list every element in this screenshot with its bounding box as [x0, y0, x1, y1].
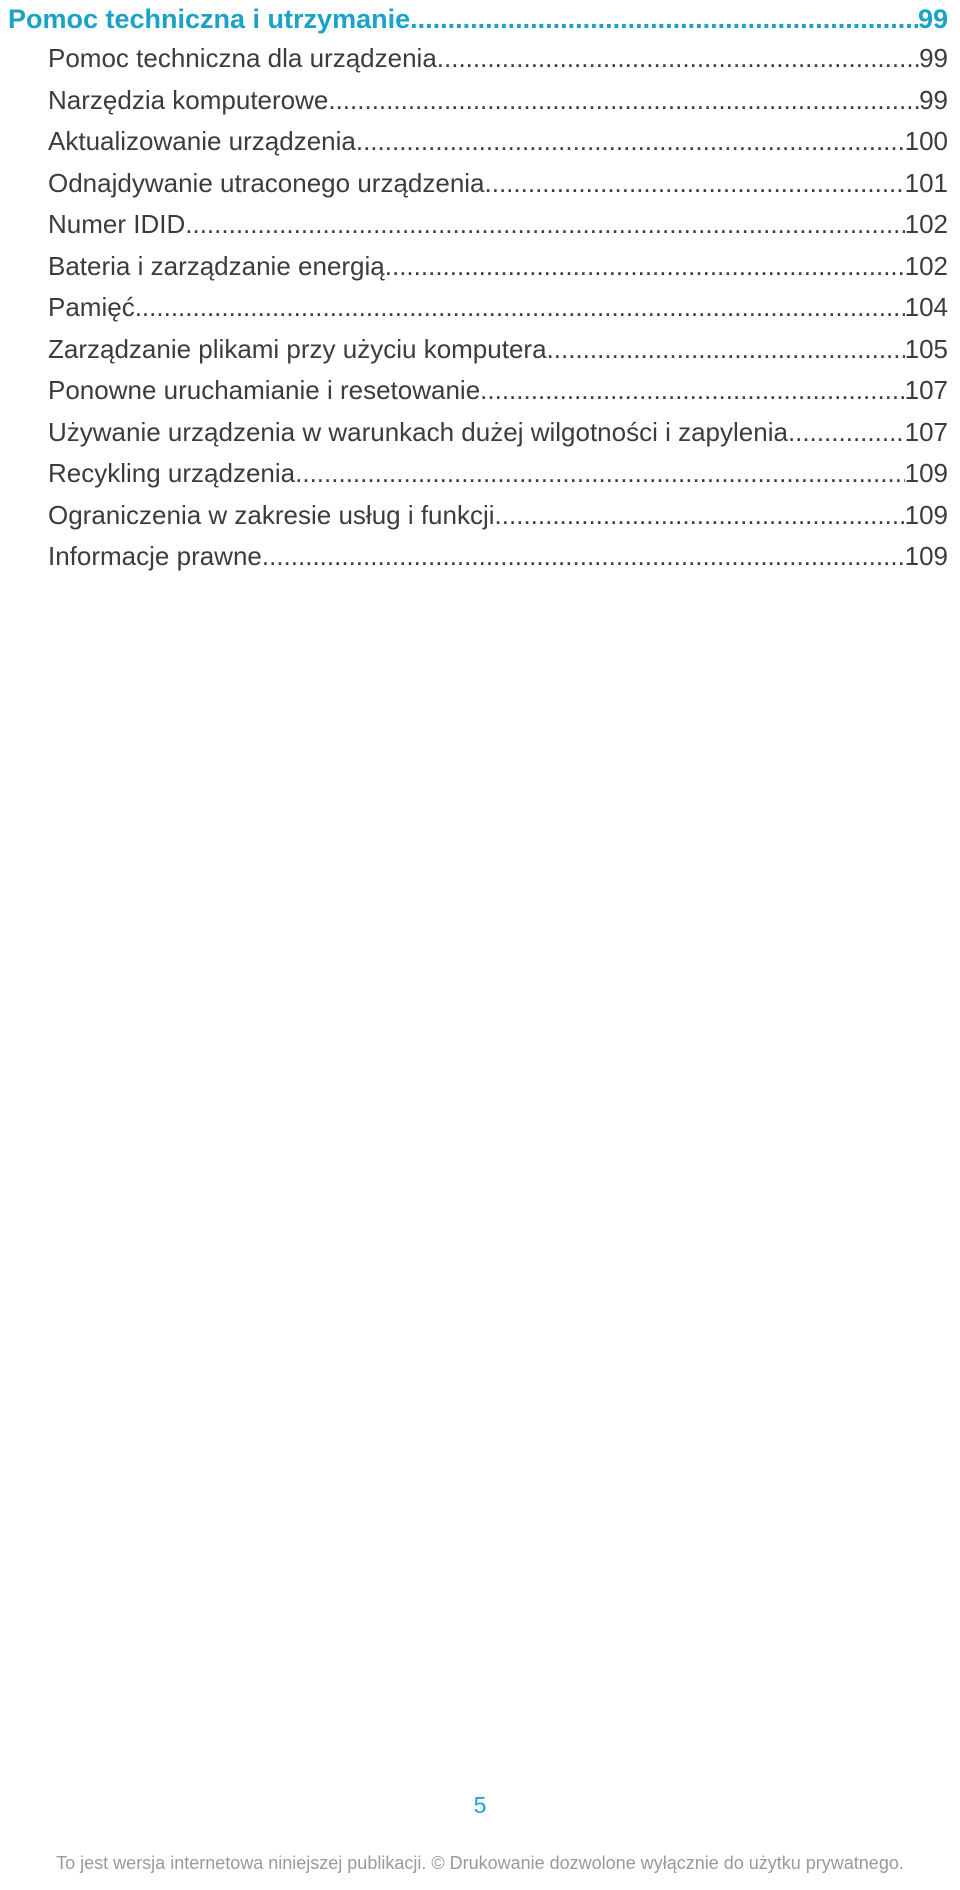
toc-entry[interactable] — [0, 80, 960, 122]
toc-leader-dots — [410, 0, 918, 38]
toc-entry[interactable] — [0, 121, 960, 163]
toc-entry-page: 100 — [905, 121, 948, 163]
toc-section-heading[interactable] — [0, 0, 960, 38]
toc-entry-label: Pomoc techniczna dla urządzenia — [48, 38, 437, 80]
toc-entry-page: 109 — [905, 536, 948, 578]
toc-leader-dots — [495, 495, 905, 537]
toc-entry[interactable] — [0, 370, 960, 412]
toc-leader-dots — [356, 121, 905, 163]
toc-leader-dots — [788, 412, 905, 454]
footer-notice: To jest wersja internetowa niniejszej publikacji. © Drukowanie dozwolone wyłącznie do użytku prywatnego. — [56, 1853, 904, 1873]
toc-entry-label: Numer IDID — [48, 204, 185, 246]
toc-leader-dots — [385, 246, 905, 288]
toc-entry-label: Recykling urządzenia — [48, 453, 295, 495]
toc-entry[interactable] — [0, 329, 960, 371]
toc-entry-page: 105 — [905, 329, 948, 371]
toc-entry-page: 102 — [905, 246, 948, 288]
toc-entry-label: Ograniczenia w zakresie usług i funkcji — [48, 495, 495, 537]
toc-leader-dots — [185, 204, 904, 246]
toc-section-page: 99 — [918, 0, 948, 38]
toc-entry[interactable] — [0, 246, 960, 288]
toc-entry-page: 99 — [919, 38, 948, 80]
toc-leader-dots — [437, 38, 919, 80]
toc-entry-page: 107 — [905, 412, 948, 454]
toc-entry-page: 107 — [905, 370, 948, 412]
toc-leader-dots — [295, 453, 904, 495]
toc-entry-label: Aktualizowanie urządzenia — [48, 121, 356, 163]
toc-entry[interactable] — [0, 536, 960, 578]
toc-entry-page: 102 — [905, 204, 948, 246]
toc-entry[interactable] — [0, 38, 960, 80]
toc-section-title: Pomoc techniczna i utrzymanie — [8, 0, 410, 38]
toc-leader-dots — [135, 287, 905, 329]
toc-entry-label: Ponowne uruchamianie i resetowanie — [48, 370, 480, 412]
toc-entry-page: 109 — [905, 453, 948, 495]
table-of-contents — [0, 0, 960, 578]
toc-entry-label: Zarządzanie plikami przy użyciu komputera — [48, 329, 547, 371]
toc-entry-label: Narzędzia komputerowe — [48, 80, 328, 122]
toc-leader-dots — [547, 329, 905, 371]
toc-leader-dots — [485, 163, 905, 205]
toc-entry-label: Pamięć — [48, 287, 135, 329]
toc-entry-page: 101 — [905, 163, 948, 205]
toc-leader-dots — [262, 536, 905, 578]
toc-leader-dots — [328, 80, 919, 122]
toc-entry[interactable] — [0, 412, 960, 454]
toc-entry-page: 99 — [919, 80, 948, 122]
toc-entry-label: Bateria i zarządzanie energią — [48, 246, 385, 288]
toc-entry-label: Odnajdywanie utraconego urządzenia — [48, 163, 485, 205]
toc-entry-label: Informacje prawne — [48, 536, 262, 578]
page-number: 5 — [473, 1792, 487, 1818]
toc-entry[interactable] — [0, 204, 960, 246]
toc-entry[interactable] — [0, 163, 960, 205]
toc-leader-dots — [480, 370, 904, 412]
toc-entry-page: 104 — [905, 287, 948, 329]
toc-entry[interactable] — [0, 453, 960, 495]
toc-entry[interactable] — [0, 287, 960, 329]
toc-entry[interactable] — [0, 495, 960, 537]
toc-entry-label: Używanie urządzenia w warunkach dużej wilgotności i zapylenia — [48, 412, 788, 454]
toc-entry-page: 109 — [905, 495, 948, 537]
